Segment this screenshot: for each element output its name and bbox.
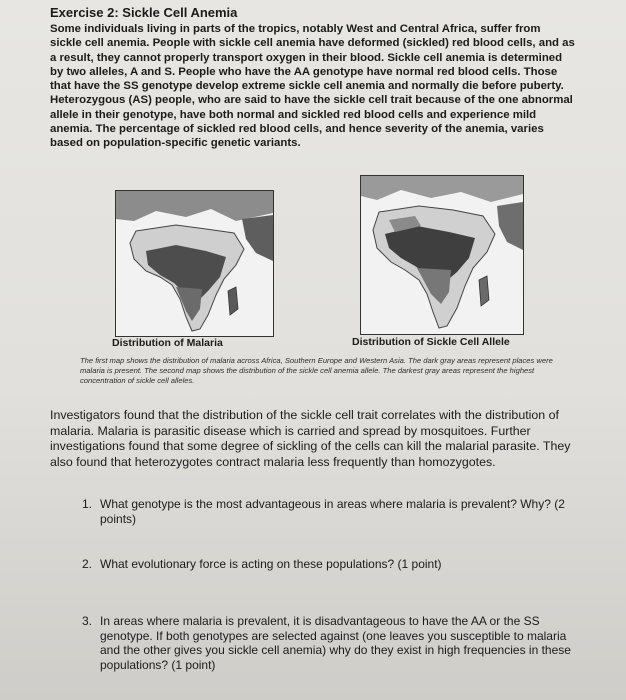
sickle-cell-map-image — [361, 176, 523, 334]
malaria-map-caption: Distribution of Malaria — [112, 337, 223, 349]
figure-note: The first map shows the distribution of malaria across Africa, Southern Europe and Western Asia. The dark gray areas represent places were malaria is present. The second map shows the distribution of the sickle cell anemia allele. The darkest gray areas represent the highest concentration of sickle cell alleles. — [80, 356, 553, 385]
sickle-cell-map — [360, 175, 524, 335]
intro-paragraph: Some individuals living in parts of the tropics, notably West and Central Africa, suffer from sickle cell anemia. People with sickle cell anemia have deformed (sickled) red blood cells, and as a result, they cannot properly transport oxygen in their blood. Sickle cell anemia is determined by two alleles, A and S. People who have the AA genotype have normal red blood cells. Those that have the SS genotype develop extreme sickle cell anemia and normally die before puberty. Heterozygous (AS) people, who are said to have the sickle cell trait because of the one abnormal allele in their genotype, have both normal and sickled red blood cells and experience mild anemia. The percentage of sickled red blood cells, and hence severity of the anemia, varies based on population-specific genetic variants. — [50, 23, 575, 150]
malaria-map-image — [116, 191, 273, 336]
question-2 — [82, 557, 582, 572]
sickle-cell-map-caption: Distribution of Sickle Cell Allele — [352, 336, 510, 348]
question-number: 2. — [82, 557, 93, 571]
question-text: In areas where malaria is prevalent, it is disadvantageous to have the AA or the SS genotype. If both genotypes are selected against (one leaves you susceptible to malaria and the other gives you sickle cell anemia) why do they exist in high frequencies in these populations? (1 point) — [100, 614, 571, 672]
question-1 — [82, 497, 582, 526]
question-number: 3. — [82, 614, 93, 628]
question-number: 1. — [82, 497, 93, 511]
question-text: What genotype is the most advantageous in areas where malaria is prevalent? Why? (2 points) — [100, 497, 565, 526]
question-3 — [82, 614, 582, 672]
question-text: What evolutionary force is acting on these populations? (1 point) — [100, 557, 442, 571]
investigators-paragraph: Investigators found that the distribution of the sickle cell trait correlates with the distribution of malaria. Malaria is parasitic disease which is carried and spread by mosquitoes. Further investigations found that some degree of sickling of the cells can kill the malarial parasite. They also found that heterozygotes contract malaria less frequently than homozygotes. — [50, 408, 571, 469]
malaria-map — [115, 190, 274, 337]
exercise-title: Exercise 2: Sickle Cell Anemia — [50, 5, 238, 20]
